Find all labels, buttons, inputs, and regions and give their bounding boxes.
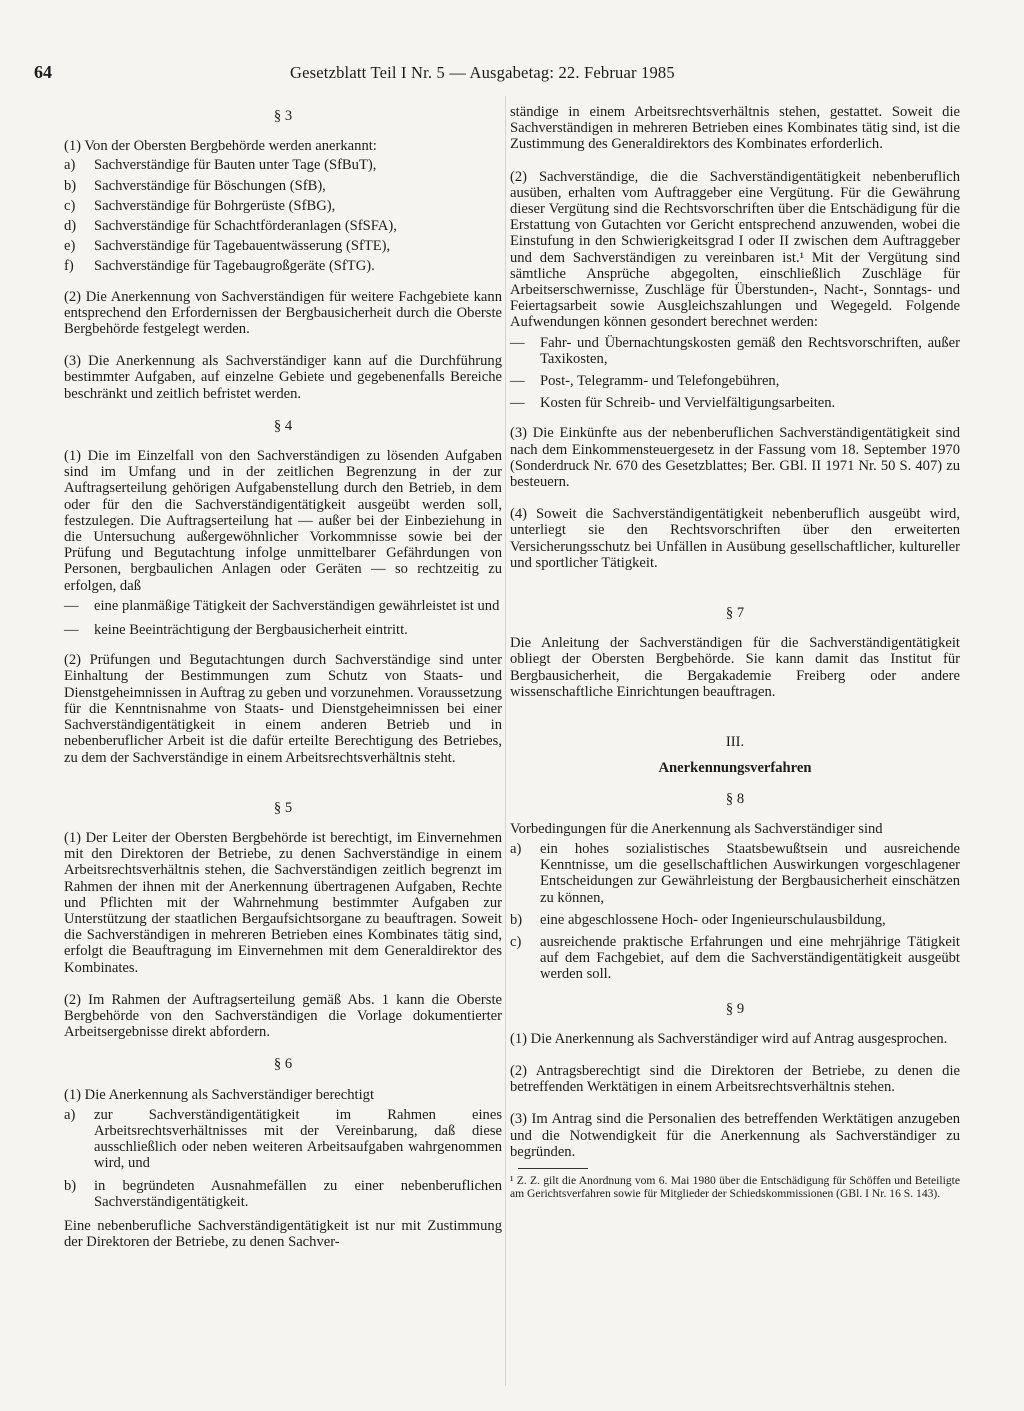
section-9-heading: § 9 bbox=[725, 1000, 745, 1017]
list-item: c) Sachverständige für Bohrgerüste (SfBG), bbox=[64, 197, 336, 214]
s7-para-1: Die Anleitung der Sachverständigen für die Sachverständigentätigkeit obliegt der Obersten Bergbehörde. Sie kann damit das Institut für Bergbausicherheit, die Bergakademie Freiberg oder andere wissenschaftliche Einrichtungen beauftragen. bbox=[510, 635, 960, 700]
running-header: Gesetzblatt Teil I Nr. 5 — Ausgabetag: 22. Februar 1985 bbox=[290, 63, 675, 82]
section-3-heading: § 3 bbox=[273, 108, 293, 124]
s6-para-1: (1) Die Anerkennung als Sachverständiger berechtigt bbox=[64, 1086, 375, 1103]
footnote: ¹ Z. Z. gilt die Anordnung vom 6. Mai 1980 über die Entschädigung für Schöffen und Beteiligte am Gerichtsverfahren sowie für Mitglieder der Schiedskommissionen (GBl. I Nr. 16 S. 143). bbox=[510, 1173, 960, 1200]
section-5-heading: § 5 bbox=[273, 799, 293, 816]
list-item: a) ein hohes sozialistisches Staatsbewußtsein und ausreichende Kenntnisse, um die gesellschaftlichen Auswirkungen vorgeschlagener Entscheidungen zur Gewährleistung der Bergbausicherheit einschätzen zu können, bbox=[510, 840, 960, 906]
s8-para-1: Vorbedingungen für die Anerkennung als Sachverständiger sind bbox=[510, 820, 883, 837]
list-item: — Kosten für Schreib- und Vervielfältigungsarbeiten. bbox=[510, 395, 836, 412]
list-item: d) Sachverständige für Schachtförderanlagen (SfSFA), bbox=[64, 218, 397, 235]
s3-para-1: (1) Von der Obersten Bergbehörde werden anerkannt: bbox=[64, 138, 377, 155]
footnote-rule bbox=[518, 1168, 588, 1169]
s6-para-4: (3) Die Einkünfte aus der nebenberuflichen Sachverständigentätigkeit sind nach dem Einkommensteuergesetz in der Fassung vom 18. September 1970 (Sonderdruck Nr. 670 des Gesetzblattes; Ber. GBl. II 1971 Nr. 50 S. 407) zu besteuern. bbox=[510, 425, 960, 491]
section-8-heading: § 8 bbox=[725, 790, 745, 807]
s3-para-2: (2) Die Anerkennung von Sachverständigen für weitere Fachgebiete kann entsprechend den Erfordernissen der Bergbausicherheit durch die Oberste Bergbehörde festgelegt werden. bbox=[64, 288, 502, 338]
part-3-number: III. bbox=[725, 734, 745, 751]
s9-para-3: (3) Im Antrag sind die Personalien des betreffenden Werktätigen anzugeben und die Notwendigkeit für die Anerkennung als Sachverständiger zu begründen. bbox=[510, 1111, 960, 1160]
s4-list bbox=[64, 598, 502, 638]
s5-para-1: (1) Der Leiter der Obersten Bergbehörde ist berechtigt, im Einvernehmen mit den Direktoren der Betriebe, zu denen Sachverständige in einem Arbeitsrechtsverhältnis stehen, die Sachverständigen zeitlich begrenzt im Rahmen der ihnen mit der Anerkennung übertragenen Aufgaben, Rechte und Pflichten mit der Wahrnehmung bestimmter Aufgaben zur Unterstützung der staatlichen Bergaufsichtsorgane zu beauftragen. Soweit die Sachverständigen in mehreren Betrieben eines Kombinates tätig sind, erfolgt die Beauftragung im Einvernehmen mit dem Generaldirektor des Kombinates. bbox=[64, 829, 502, 976]
list-item: — Fahr- und Übernachtungskosten gemäß den Rechtsvorschriften, außer Taxikosten, bbox=[510, 334, 960, 367]
s9-para-2: (2) Antragsberechtigt sind die Direktoren der Betriebe, zu denen die betreffenden Werktätigen in einem Arbeitsrechtsverhältnis stehen. bbox=[510, 1062, 960, 1096]
s4-para-2: (2) Prüfungen und Begutachtungen durch Sachverständige sind unter Einhaltung der Bestimmungen zum Schutz von Staats- und Dienstgeheimnissen in Auftrag zu geben und vorzunehmen. Voraussetzung für die Kenntnisnahme von Staats- und Dienstgeheimnissen bei einer Sachverständigentätigkeit in einem anderen Betrieb und in nebenberuflicher Arbeit ist die dafür erteilte Berechtigung des Betriebes, zu dem der Sachverständige in einem Arbeitsrechtsverhältnis steht. bbox=[64, 652, 502, 766]
column-divider bbox=[505, 96, 506, 1386]
list-item: b) eine abgeschlossene Hoch- oder Ingenieurschulausbildung, bbox=[510, 911, 886, 928]
expenses-list bbox=[510, 335, 960, 412]
section-6-heading: § 6 bbox=[273, 1056, 293, 1073]
page-number: 64 bbox=[34, 62, 52, 82]
s4-para-1: (1) Die im Einzelfall von den Sachverständigen zu lösenden Aufgaben sind im Umfang und in der zeitlichen Begrenzung in der zur Auftragserteilung gehörigen Aufgabenstellung durch den Betrieb, in dem oder für den die Sachverständigentätigkeit ausgeübt werden soll, festzulegen. Die Auftragserteilung hat — außer bei der Einbeziehung in die Untersuchung außergewöhnlicher Vorkommnisse sowie bei der Prüfung und Begutachtung infolge unmittelbarer Gefährdungen von Personen, bergbaulichen Anlagen oder Geräten — so rechtzeitig zu erfolgen, daß bbox=[64, 448, 502, 594]
s6-para-3: (2) Sachverständige, die die Sachverständigentätigkeit nebenberuflich ausüben, erhalten vom Auftraggeber eine Vergütung. Für die Gewährung dieser Vergütung sind die Rechtsvorschriften über die Entschädigung für die Erstattung von Gutachten vor Gericht entsprechend anzuwenden, wobei die Einstufung in den Schwierigkeitsgrad I oder II zwischen dem Auftraggeber und dem Sachverständigen zu vereinbaren ist.¹ Mit der Vergütung sind sämtliche Ansprüche abgegolten, einschließlich Zuschläge für Arbeitserschwernisse, Zuschläge für Überstunden-, Nacht-, Sonntags- und Feiertagsarbeit sowie Ausgleichszahlungen und Wegegeld. Folgende Aufwendungen können gesondert berechnet werden: bbox=[510, 168, 960, 331]
s3-para-3: (3) Die Anerkennung als Sachverständiger kann auf die Durchführung bestimmter Aufgaben, auf einzelne Gebiete und gegebenenfalls Bereiche beschränkt und zeitlich befristet werden. bbox=[64, 353, 502, 402]
list-item: e) Sachverständige für Tagebauentwässerung (SfTE), bbox=[64, 238, 391, 255]
list-item: f) Sachverständige für Tagebaugroßgeräte (SfTG). bbox=[64, 258, 375, 275]
s8-list bbox=[510, 841, 960, 983]
list-item: — eine planmäßige Tätigkeit der Sachverständigen gewährleistet ist und bbox=[64, 597, 500, 614]
part-3-title: Anerkennungsverfahren bbox=[658, 760, 812, 777]
s6-para-5: (4) Soweit die Sachverständigentätigkeit nebenberuflich ausgeübt wird, unterliegt sie den Rechtsvorschriften über den erweiterten Versicherungsschutz bei Unfällen in Ausübung gesellschaftlicher, kultureller und sportlicher Tätigkeit. bbox=[510, 506, 960, 571]
s6-para-2: Eine nebenberufliche Sachverständigentätigkeit ist nur mit Zustimmung der Direktoren der Betriebe, zu denen Sachver- bbox=[64, 1217, 502, 1251]
s3-list bbox=[64, 157, 502, 274]
s9-para-1: (1) Die Anerkennung als Sachverständiger wird auf Antrag ausgesprochen. bbox=[510, 1030, 948, 1047]
section-7-heading: § 7 bbox=[725, 605, 745, 622]
list-item: a) zur Sachverständigentätigkeit im Rahmen eines Arbeitsrechtsverhältnisses mit der Vereinbarung, daß diese ausschließlich oder neben weiteren Arbeitsaufgaben wahrgenommen wird, und bbox=[64, 1106, 502, 1172]
list-item: b) in begründeten Ausnahmefällen zu einer nebenberuflichen Sachverständigentätigkeit. bbox=[64, 1177, 502, 1210]
right-column bbox=[510, 104, 960, 1200]
section-4-heading: § 4 bbox=[273, 417, 293, 434]
s6-list bbox=[64, 1107, 502, 1210]
list-item: — Post-, Telegramm- und Telefongebühren, bbox=[510, 373, 780, 390]
list-item: a) Sachverständige für Bauten unter Tage (SfBuT), bbox=[64, 157, 377, 174]
list-item: c) ausreichende praktische Erfahrungen und eine mehrjährige Tätigkeit auf dem Fachgebiet, auf dem die Sachverständigentätigkeit ausgeübt werden soll. bbox=[510, 933, 960, 983]
left-column bbox=[64, 104, 502, 1250]
list-item: — keine Beeinträchtigung der Bergbausicherheit eintritt. bbox=[64, 622, 408, 639]
list-item: b) Sachverständige für Böschungen (SfB), bbox=[64, 177, 326, 194]
s5-para-2: (2) Im Rahmen der Auftragserteilung gemäß Abs. 1 kann die Oberste Bergbehörde von den Sachverständigen die Vorlage dokumentierter Arbeitsergebnisse direkt abfordern. bbox=[64, 991, 502, 1041]
s6-continuation: ständige in einem Arbeitsrechtsverhältnis stehen, gestattet. Soweit die Sachverständigen in mehreren Betrieben eines Kombinates tätig sind, ist die Zustimmung des Generaldirektors des Kombinates erforderlich. bbox=[510, 104, 960, 153]
